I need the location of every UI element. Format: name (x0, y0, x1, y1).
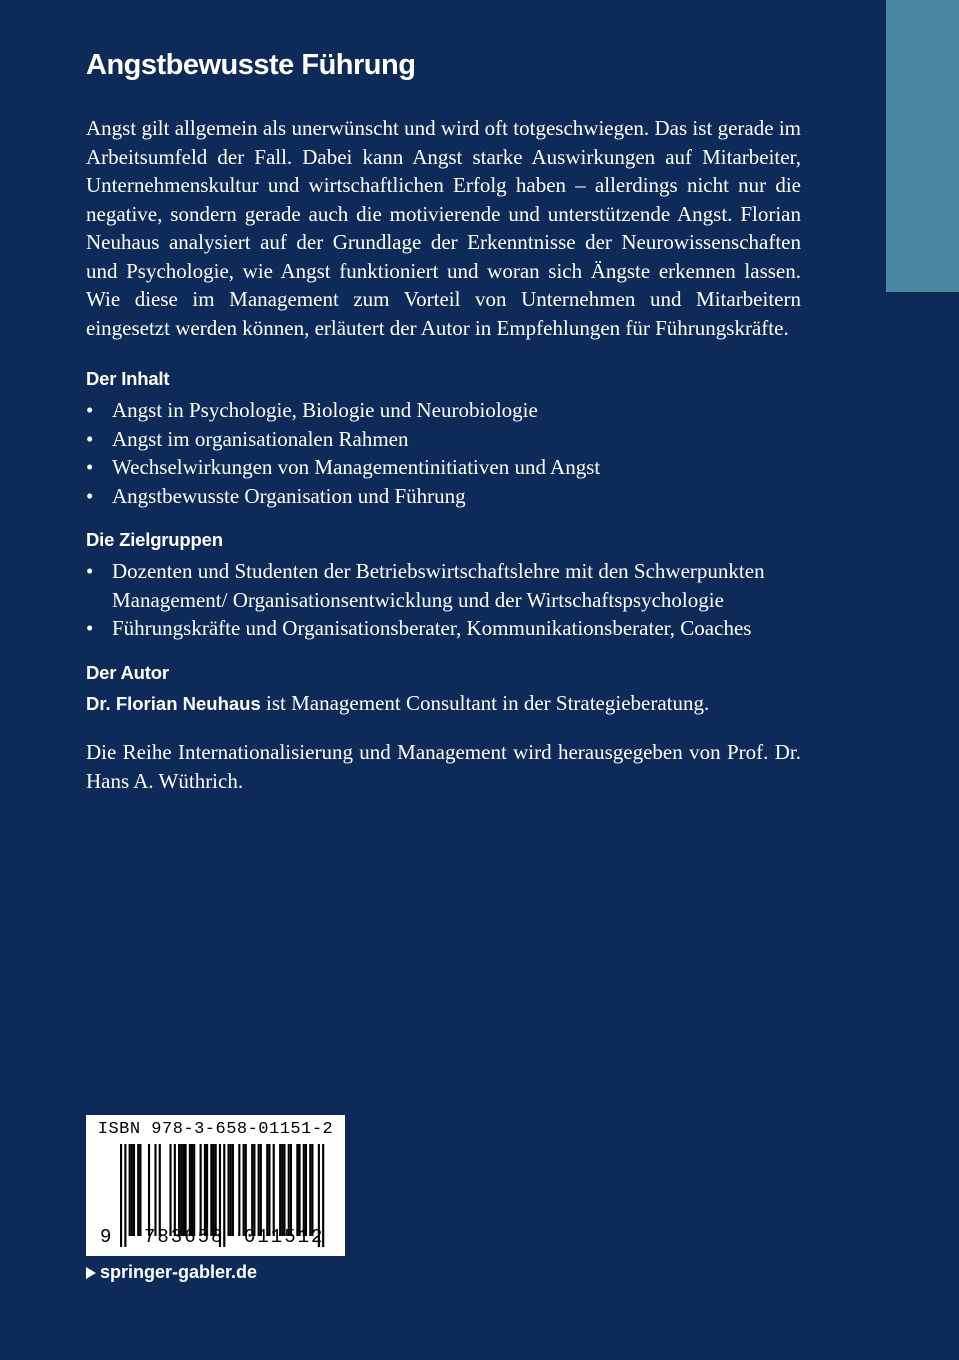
inhalt-list (86, 396, 801, 510)
barcode-bar (258, 1144, 260, 1236)
barcode-bar (189, 1144, 191, 1236)
list-item: • Wechselwirkungen von Managementinitiativen und Angst (86, 453, 801, 482)
barcode-bar (273, 1144, 275, 1236)
barcode-bar (268, 1144, 270, 1236)
barcode-bar (279, 1144, 281, 1236)
barcode-bar (169, 1144, 171, 1236)
barcode-bar (303, 1144, 305, 1236)
barcode-digit-group: 9 (100, 1226, 114, 1248)
list-item: • Angstbewusste Organisation und Führung (86, 482, 801, 511)
barcode-bar (288, 1144, 290, 1236)
barcode-bar (206, 1144, 208, 1236)
barcode-bar (232, 1144, 234, 1236)
barcode-bar (185, 1144, 187, 1236)
barcode-bar (266, 1144, 268, 1236)
accent-bar (886, 0, 959, 292)
barcode-bar (290, 1144, 292, 1236)
barcode-bar (215, 1144, 217, 1236)
barcode-bar (159, 1144, 161, 1236)
barcode-bar (174, 1144, 176, 1236)
barcode-bar (148, 1144, 150, 1236)
series-note: Die Reihe Internationalisierung und Management wird herausgegeben von Prof. Dr. Hans A. Wüthrich. (86, 740, 801, 793)
book-description: Angst gilt allgemein als unerwünscht und wird oft totgeschwiegen. Das ist gerade im Arbeitsumfeld der Fall. Dabei kann Angst starke Auswirkungen auf Mitarbeiter, Unternehmenskultur und wirtschaftlichen Erfolg haben – allerdings nicht nur die negative, sondern gerade auch die motivierende und unterstützende Angst. Florian Neuhaus analysiert auf der Grundlage der Erkenntnisse der Neurowissenschaften und Psychologie, wie Angst funktioniert und woran sich Ängste erkennen lassen. Wie diese im Management zum Vorteil von Unternehmen und Mitarbeitern eingesetzt werden können, erläutert der Autor in Empfehlungen für Führungskräfte. (86, 116, 801, 340)
barcode-bar (253, 1144, 255, 1236)
list-item: • Dozenten und Studenten der Betriebswirtschaftslehre mit den Schwerpunkten Management/ Organisationsentwicklung und der Wirtschaftspsychologie (86, 559, 765, 612)
barcode-bar (309, 1144, 311, 1236)
barcode-bar (243, 1144, 245, 1236)
barcode-bar (180, 1144, 182, 1236)
barcode-bar (200, 1144, 202, 1236)
barcode-bar (193, 1144, 195, 1236)
barcode-bar (129, 1144, 131, 1236)
barcode-bar (182, 1144, 184, 1236)
list-item: • Angst in Psychologie, Biologie und Neurobiologie (86, 396, 801, 425)
bullet-icon: • (86, 455, 94, 479)
inhalt-heading: Der Inhalt (86, 368, 170, 389)
barcode-bar (210, 1144, 212, 1236)
barcode-bar (212, 1144, 214, 1236)
barcode-bar (283, 1144, 285, 1236)
barcode-bar (120, 1144, 122, 1247)
bullet-icon: • (86, 616, 94, 640)
barcode-bar (311, 1144, 313, 1236)
autor-name: Dr. Florian Neuhaus (86, 692, 261, 714)
publisher-url: springer-gabler.de (100, 1262, 258, 1282)
bullet-icon: • (86, 559, 94, 583)
barcode-digit-group: 783658 (144, 1226, 225, 1248)
list-item: • Angst im organisationalen Rahmen (86, 425, 801, 454)
barcode-bar (260, 1144, 262, 1236)
zielgruppen-list (86, 557, 801, 643)
zielgruppen-heading: Die Zielgruppen (86, 529, 223, 550)
barcode-digit-group: 011512 (244, 1226, 325, 1248)
barcode-bar (296, 1144, 298, 1236)
barcode-bar (230, 1144, 232, 1236)
autor-heading: Der Autor (86, 661, 169, 683)
list-item: • Führungskräfte und Organisationsberater, Kommunikationsberater, Coaches (86, 614, 801, 643)
bullet-icon: • (86, 398, 94, 422)
publisher-link[interactable] (86, 1262, 257, 1283)
barcode-bar (251, 1144, 253, 1236)
arrow-right-icon (86, 1267, 96, 1279)
autor-text: ist Management Consultant in der Strategieberatung. (260, 690, 710, 715)
barcode-bar (154, 1144, 156, 1236)
barcode-bar (228, 1144, 230, 1236)
barcode-bar (131, 1144, 133, 1236)
barcode-bar (178, 1144, 180, 1236)
barcode-bar (139, 1144, 141, 1236)
barcode-bar (137, 1144, 139, 1236)
isbn-label: ISBN 978-3-658-01151-2 (97, 1120, 334, 1139)
barcode-bar (238, 1144, 240, 1236)
barcode-bar (191, 1144, 193, 1236)
barcode-bar (305, 1144, 307, 1236)
barcode-bar (281, 1144, 283, 1236)
barcode-bar (298, 1144, 300, 1236)
autor-bio (86, 689, 801, 719)
back-cover-content (86, 46, 801, 795)
barcode-bar (245, 1144, 247, 1236)
barcode-bar (204, 1144, 206, 1236)
barcode-bar (133, 1144, 135, 1236)
barcode-bar (124, 1144, 126, 1247)
book-title: Angstbewusste Führung (86, 49, 416, 81)
bullet-icon: • (86, 483, 94, 508)
bullet-icon: • (86, 426, 94, 451)
